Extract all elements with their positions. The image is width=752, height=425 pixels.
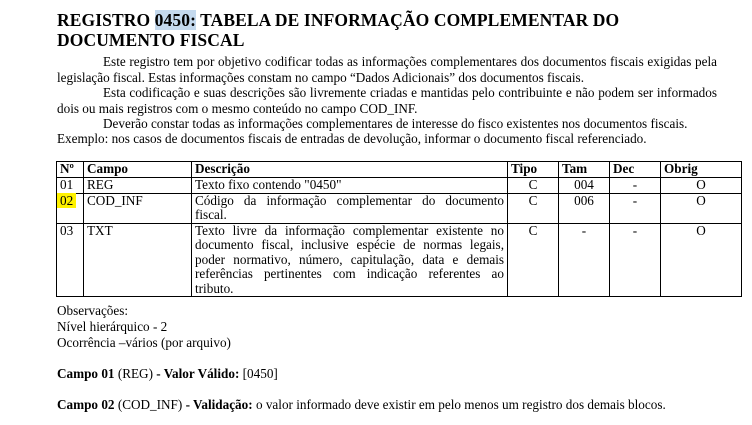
campo02-rule <box>57 397 666 413</box>
row-obrig: O <box>661 178 742 194</box>
occurrence: Ocorrência –vários (por arquivo) <box>57 335 231 350</box>
row-tipo: C <box>508 193 559 223</box>
row-num: 01 <box>57 178 84 194</box>
row-obrig: O <box>661 193 742 223</box>
campo01-rule-label: - Valor Válido: <box>156 366 240 381</box>
row-dec: - <box>610 178 661 194</box>
campo02-name: (COD_INF) <box>114 397 186 412</box>
row-obrig: O <box>661 223 742 297</box>
paragraph-example: Exemplo: nos casos de documentos fiscais de entradas de devolução, informar o documento fiscal referenciado. <box>57 131 647 146</box>
row-campo: REG <box>84 178 192 194</box>
paragraph-codification: Esta codificação e suas descrições são livremente criadas e mantidas pelo contribuinte e não podem ser informados dois ou mais registros com o mesmo conteúdo no campo COD_INF. <box>57 85 717 116</box>
row-campo: COD_INF <box>84 193 192 223</box>
row-campo: TXT <box>84 223 192 297</box>
col-header-dec: Dec <box>610 162 661 178</box>
table-header-row <box>57 162 742 178</box>
table-row <box>57 178 742 194</box>
paragraph-objective: Este registro tem por objetivo codificar todas as informações complementares dos documentos fiscais exigidas pela legislação fiscal. Estas informações constam no campo “Dados Adicionais” dos documentos fiscais. <box>57 54 717 85</box>
campo01-name: (REG) <box>114 366 157 381</box>
paragraph-content: Deverão constar todas as informações complementares de interesse do fisco existentes nos documentos fiscais. <box>103 116 688 131</box>
campo01-rule <box>57 366 278 382</box>
campo02-rule-label: - Validação: <box>185 397 253 412</box>
col-header-obrig: Obrig <box>661 162 742 178</box>
row-tipo: C <box>508 178 559 194</box>
row-tam: - <box>559 223 610 297</box>
col-header-num: Nº <box>57 162 84 178</box>
row-tipo: C <box>508 223 559 297</box>
hierarchy-level: Nível hierárquico - 2 <box>57 319 168 334</box>
campo01-label: Campo 01 <box>57 366 115 381</box>
register-title <box>57 10 722 50</box>
title-rest: TABELA DE INFORMAÇÃO COMPLEMENTAR DO DOCUMENTO FISCAL <box>57 10 620 50</box>
row-dec: - <box>610 223 661 297</box>
row-tam: 004 <box>559 178 610 194</box>
row-dec: - <box>610 193 661 223</box>
col-header-campo: Campo <box>84 162 192 178</box>
row-descricao: Texto fixo contendo "0450" <box>192 178 508 194</box>
table-row <box>57 223 742 297</box>
campo02-value: o valor informado deve existir em pelo menos um registro dos demais blocos. <box>252 397 666 412</box>
col-header-descricao: Descrição <box>192 162 508 178</box>
col-header-tipo: Tipo <box>508 162 559 178</box>
row-tam: 006 <box>559 193 610 223</box>
row-descricao: Código da informação complementar do documento fiscal. <box>192 193 508 223</box>
title-prefix: REGISTRO <box>57 10 155 30</box>
col-header-tam: Tam <box>559 162 610 178</box>
campo01-value: [0450] <box>239 366 278 381</box>
row-num: 03 <box>57 223 84 297</box>
table-row <box>57 193 742 223</box>
row-num-highlight: 02 <box>57 193 76 208</box>
row-descricao: Texto livre da informação complementar existente no documento fiscal, inclusive espécie de normas legais, poder normativo, número, capitulação, data e demais referências pertinentes com indicação referentes ao tributo. <box>192 223 508 297</box>
row-num-highlighted <box>57 193 84 223</box>
observations-label: Observações: <box>57 303 129 318</box>
register-fields-table <box>56 161 742 297</box>
campo02-label: Campo 02 <box>57 397 115 412</box>
title-code-highlight: 0450: <box>154 10 196 30</box>
